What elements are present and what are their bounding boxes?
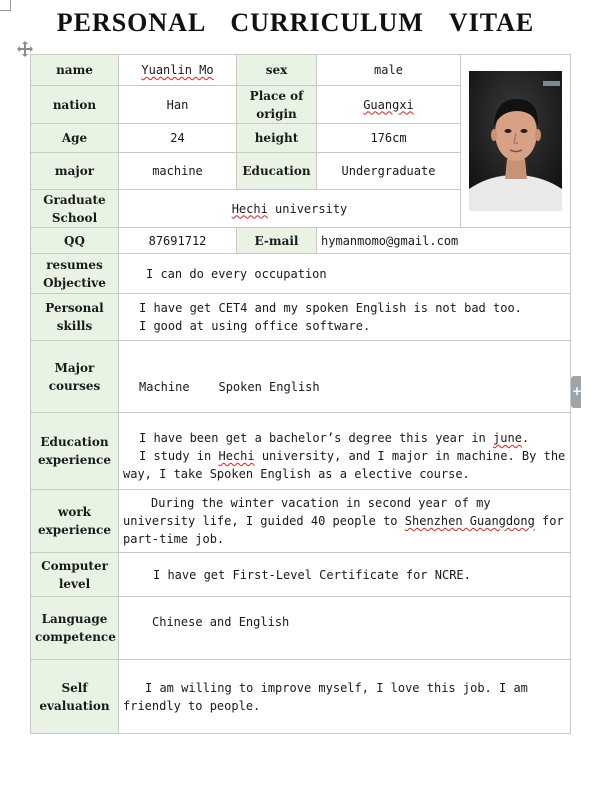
table-row: [31, 553, 571, 597]
skills-line-2: I good at using office software.: [139, 319, 371, 333]
work-label: work experience: [31, 490, 119, 553]
objective-value[interactable]: I can do every occupation: [119, 254, 571, 294]
school-name-part: Hechi: [231, 201, 268, 216]
edu-exp-text-2: I study in: [139, 449, 219, 463]
edu-exp-period: .: [521, 431, 530, 445]
major-value[interactable]: machine: [119, 153, 237, 190]
sex-label: sex: [237, 55, 317, 86]
courses-value[interactable]: Machine Spoken English: [119, 341, 571, 413]
edu-exp-line-1: [123, 429, 566, 447]
edu-exp-school: Hechi: [218, 449, 255, 463]
sex-value[interactable]: male: [317, 55, 461, 86]
email-value[interactable]: hymanmomo@gmail.com: [317, 228, 571, 254]
table-row: [31, 254, 571, 294]
work-text-2: for part-time job.: [123, 514, 564, 546]
edu-exp-month: june: [493, 431, 522, 445]
profile-photo: [469, 71, 562, 211]
table-row: [31, 597, 571, 660]
cv-table: [30, 54, 571, 734]
edu-exp-value[interactable]: [119, 413, 571, 490]
email-label: E-mail: [237, 228, 317, 254]
age-value[interactable]: 24: [119, 124, 237, 153]
work-text: During the winter vacation in second year of my university life, I guided 40 people to: [123, 496, 491, 528]
plus-icon: +: [572, 384, 583, 398]
education-label: Education: [237, 153, 317, 190]
school-label: Graduate School: [31, 190, 119, 228]
table-row: [31, 55, 571, 86]
height-label: height: [237, 124, 317, 153]
table-row: [31, 660, 571, 734]
table-row: [31, 294, 571, 341]
work-value[interactable]: [119, 490, 571, 553]
qq-value[interactable]: 87691712: [119, 228, 237, 254]
name-label: name: [31, 55, 119, 86]
edu-exp-line-2: [123, 447, 566, 483]
qq-label: QQ: [31, 228, 119, 254]
work-place: Shenzhen Guangdong: [404, 514, 535, 528]
origin-label: Place of origin: [237, 86, 317, 124]
skills-label: Personal skills: [31, 294, 119, 341]
school-suffix: university: [267, 201, 348, 216]
document-title: PERSONAL CURRICULUM VITAE: [56, 8, 535, 37]
edu-exp-label: Education experience: [31, 413, 119, 490]
name-value[interactable]: Yuanlin Mo: [141, 63, 214, 77]
major-label: major: [31, 153, 119, 190]
table-row: [31, 413, 571, 490]
self-label: Self evaluation: [31, 660, 119, 734]
computer-label: Computer level: [31, 553, 119, 597]
table-row: [31, 228, 571, 254]
nation-label: nation: [31, 86, 119, 124]
education-value[interactable]: Undergraduate: [317, 153, 461, 190]
courses-label: Major courses: [31, 341, 119, 413]
skills-line-1: I have get CET4 and my spoken English is not bad too.: [139, 301, 522, 315]
table-row: [31, 490, 571, 553]
language-label: Language competence: [31, 597, 119, 660]
age-label: Age: [31, 124, 119, 153]
computer-value[interactable]: I have get First-Level Certificate for NCRE.: [119, 553, 571, 597]
table-row: [31, 341, 571, 413]
school-value[interactable]: [119, 190, 461, 228]
nation-value[interactable]: Han: [119, 86, 237, 124]
edu-exp-text: I have been get a bachelor’s degree this year in: [139, 431, 494, 445]
skills-value[interactable]: [119, 294, 571, 341]
side-expand-tab[interactable]: [571, 376, 581, 408]
objective-label: resumes Objective: [31, 254, 119, 294]
language-value[interactable]: Chinese and English: [119, 597, 571, 660]
photo-cell: [461, 55, 571, 228]
height-value[interactable]: 176cm: [317, 124, 461, 153]
origin-value[interactable]: Guangxi: [363, 97, 414, 112]
edu-exp-text-3: university, and I major in machine. By the way, I take Spoken English as a elective course.: [123, 449, 566, 481]
self-value[interactable]: I am willing to improve myself, I love this job. I am friendly to people.: [119, 660, 571, 734]
